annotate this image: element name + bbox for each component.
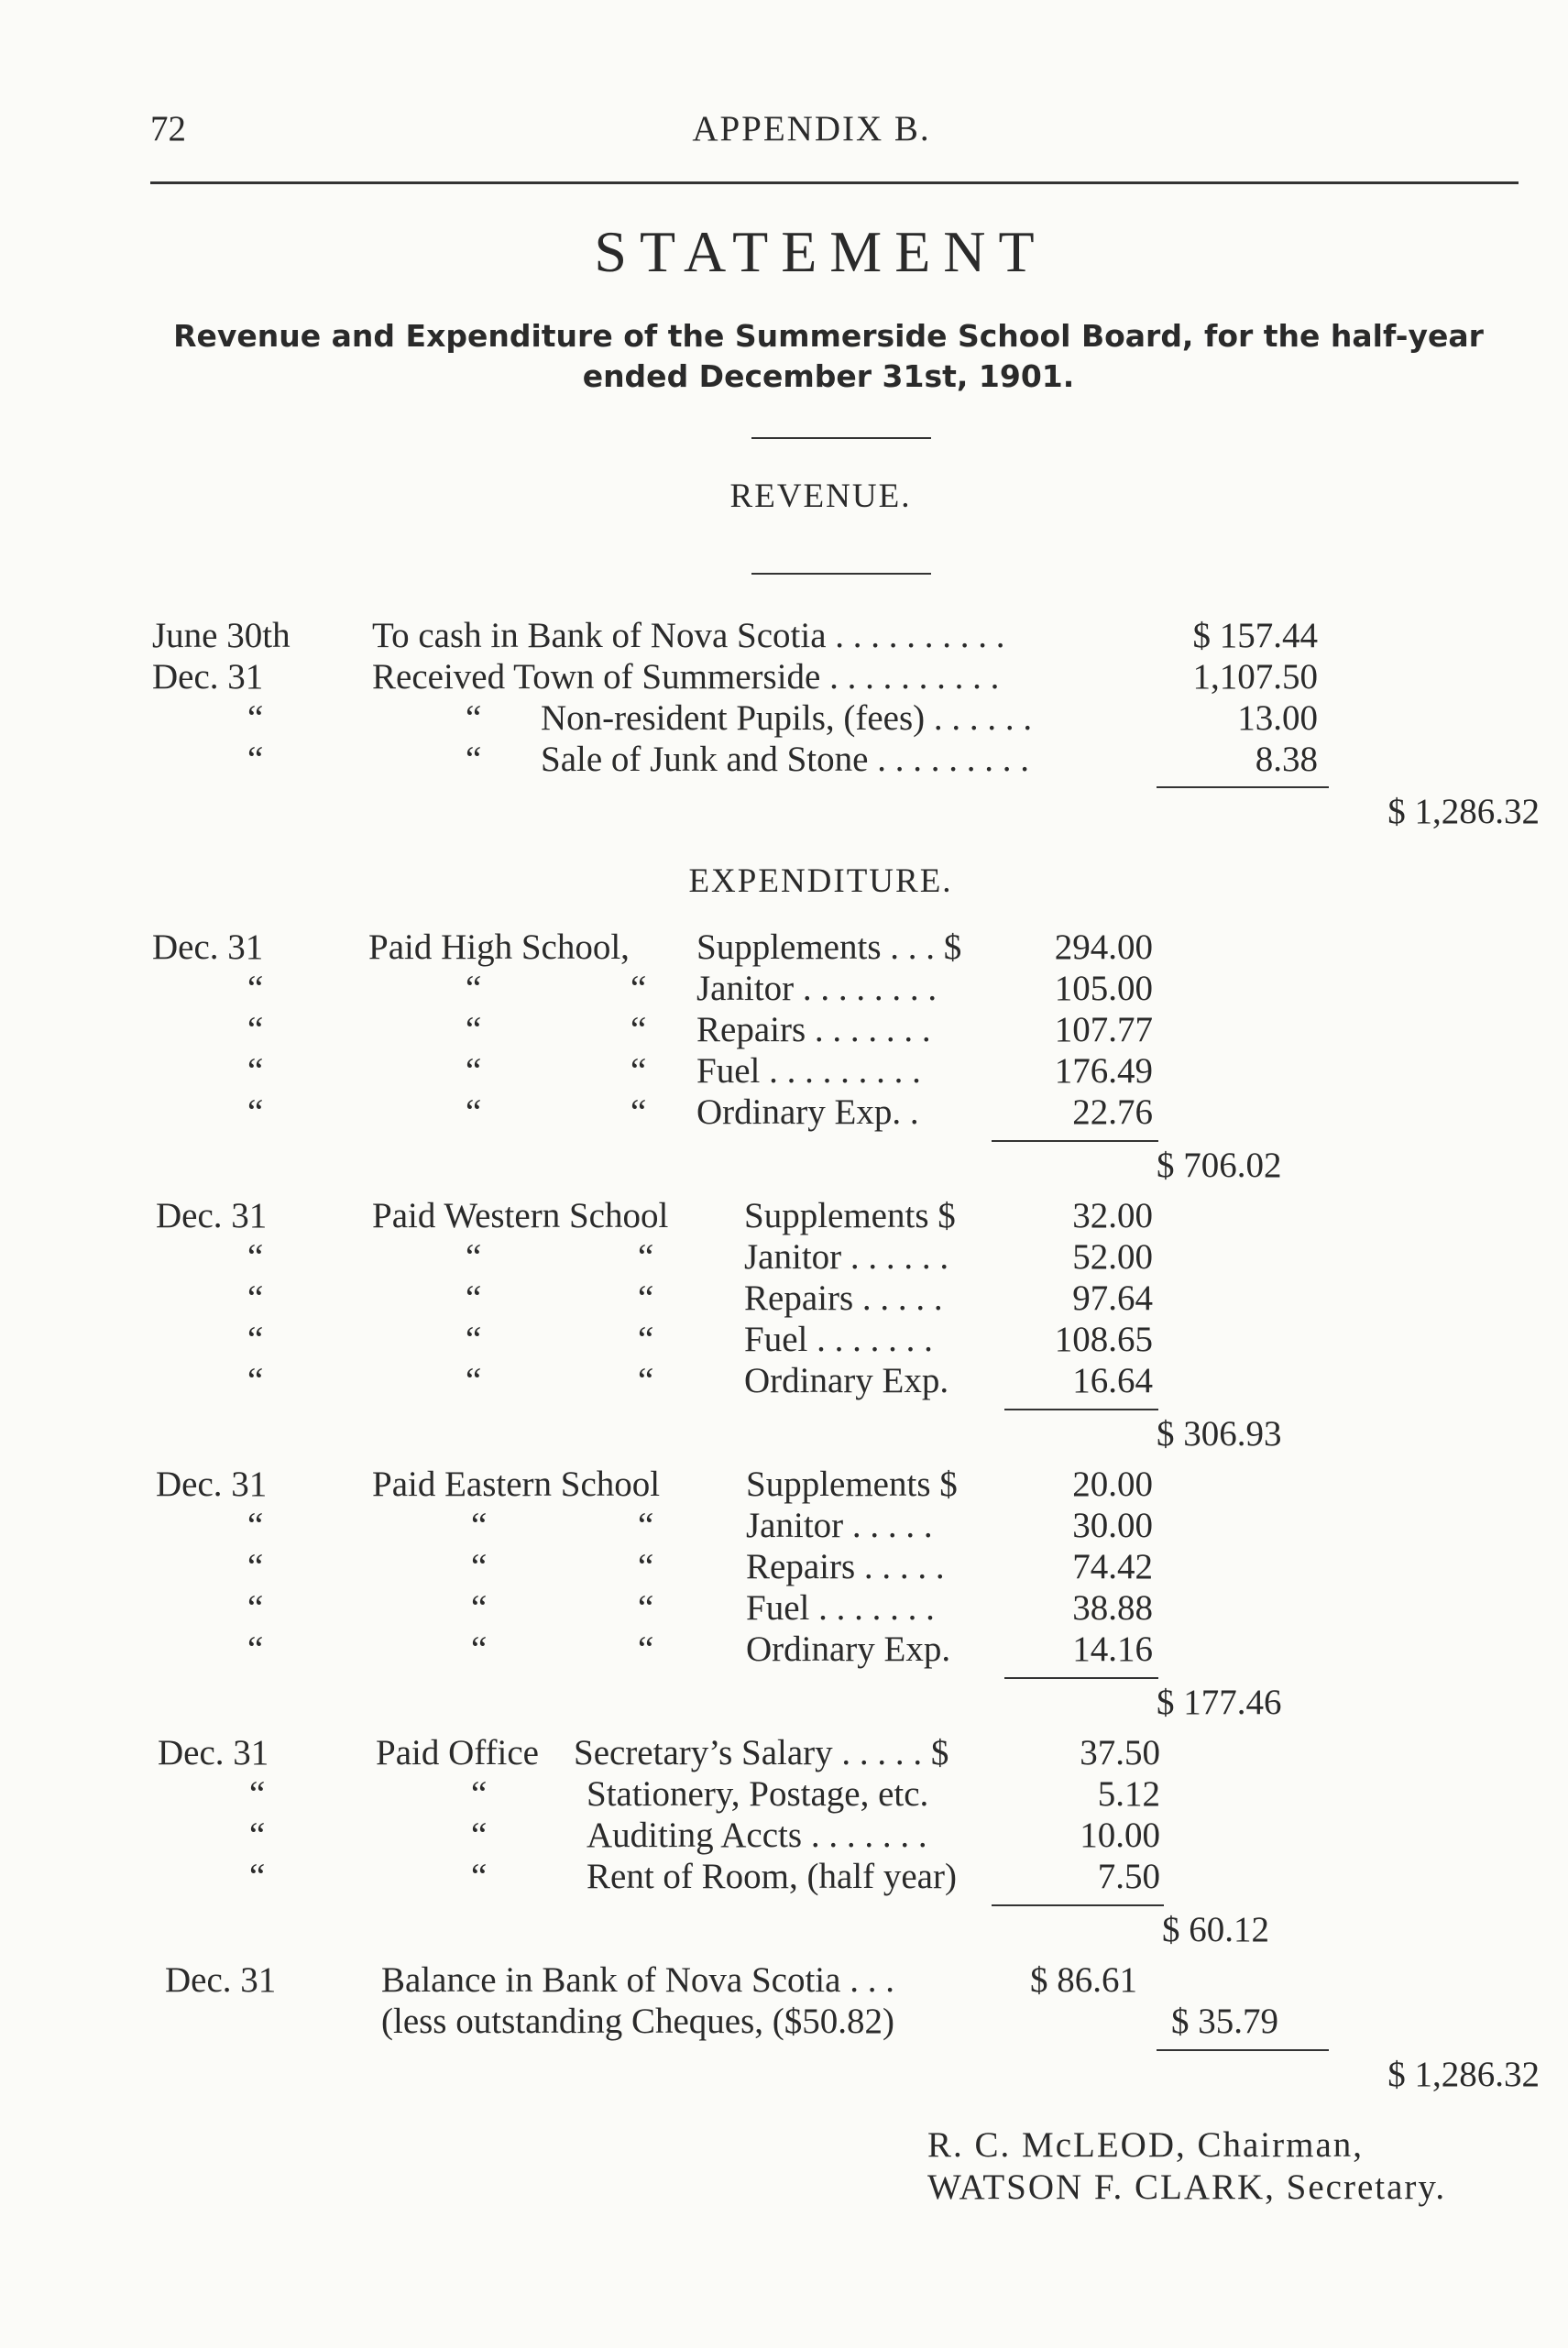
ditto-mark: “	[466, 1361, 482, 1400]
subtitle-line-1: Revenue and Expenditure of the Summerside School Board, for the half-year	[173, 318, 1484, 354]
ditto-mark: “	[466, 1320, 482, 1359]
expenditure-item: Repairs . . . . . . .	[696, 1010, 931, 1049]
ditto-mark: “	[247, 1361, 264, 1400]
ditto-mark: “	[630, 1010, 647, 1049]
ditto-mark: “	[638, 1237, 654, 1277]
expenditure-amount: 74.42	[1072, 1547, 1153, 1586]
expenditure-item: Rent of Room, (half year)	[587, 1857, 957, 1896]
ditto-mark: “	[638, 1278, 654, 1318]
revenue-description: To cash in Bank of Nova Scotia . . . . . . . . . .	[372, 616, 1005, 655]
ditto-mark: “	[247, 698, 264, 738]
balance-date: Dec. 31	[165, 1960, 277, 2000]
sum-rule	[1004, 1677, 1158, 1679]
expenditure-subtotal: $ 60.12	[1162, 1910, 1269, 1949]
expenditure-item: Supplements $	[746, 1465, 958, 1504]
expenditure-item: Janitor . . . . . . . .	[696, 969, 938, 1008]
expenditure-payee: Paid Eastern School	[372, 1465, 661, 1504]
ditto-mark: “	[247, 1320, 264, 1359]
ditto-mark: “	[247, 1092, 264, 1132]
ditto-mark: “	[466, 1051, 482, 1091]
subtitle-line-2: ended December 31st, 1901.	[582, 358, 1075, 394]
sum-rule	[992, 1140, 1158, 1142]
sum-rule	[992, 1904, 1164, 1906]
expenditure-item: Ordinary Exp.	[744, 1361, 949, 1400]
expenditure-subtotal: $ 177.46	[1157, 1683, 1282, 1722]
header-rule	[150, 181, 1519, 184]
expenditure-amount: 5.12	[1097, 1774, 1160, 1814]
expenditure-payee: Paid High School,	[368, 927, 630, 967]
ditto-mark: “	[247, 1588, 264, 1628]
ditto-mark: “	[471, 1629, 488, 1669]
ditto-mark: “	[471, 1774, 488, 1814]
ditto-mark: “	[247, 1278, 264, 1318]
balance-bank-amount: $ 86.61	[1030, 1960, 1137, 2000]
ditto-mark: “	[466, 1237, 482, 1277]
statement-title: STATEMENT	[594, 219, 1047, 284]
expenditure-item: Janitor . . . . . .	[744, 1237, 949, 1277]
ditto-mark: “	[471, 1547, 488, 1586]
expenditure-payee: Paid Office	[376, 1733, 539, 1772]
expenditure-amount: 30.00	[1072, 1506, 1153, 1545]
expenditure-amount: 16.64	[1072, 1361, 1153, 1400]
ditto-mark: “	[630, 1051, 647, 1091]
revenue-amount: 8.38	[1255, 740, 1318, 779]
expenditure-item: Repairs . . . . .	[744, 1278, 943, 1318]
divider-rule	[751, 573, 931, 575]
revenue-amount: $ 157.44	[1192, 616, 1318, 655]
revenue-description: Received Town of Summerside . . . . . . . . . .	[372, 657, 1000, 697]
expenditure-date: Dec. 31	[158, 1733, 269, 1772]
ditto-mark: “	[247, 1051, 264, 1091]
revenue-date: Dec. 31	[152, 657, 264, 697]
expenditure-amount: 14.16	[1072, 1629, 1153, 1669]
ditto-mark: “	[471, 1588, 488, 1628]
expenditure-amount: 20.00	[1072, 1465, 1153, 1504]
expenditure-amount: 52.00	[1072, 1237, 1153, 1277]
grand-total: $ 1,286.32	[1387, 2055, 1540, 2094]
expenditure-amount: 22.76	[1072, 1092, 1153, 1132]
expenditure-item: Fuel . . . . . . . . .	[696, 1051, 921, 1091]
ditto-mark: “	[466, 1278, 482, 1318]
expenditure-item: Ordinary Exp.	[746, 1629, 951, 1669]
ditto-mark: “	[247, 969, 264, 1008]
revenue-description: Sale of Junk and Stone . . . . . . . . .	[541, 740, 1029, 779]
expenditure-amount: 97.64	[1072, 1278, 1153, 1318]
ditto-mark: “	[638, 1629, 654, 1669]
expenditure-item: Fuel . . . . . . .	[746, 1588, 935, 1628]
expenditure-item: Fuel . . . . . . .	[744, 1320, 933, 1359]
expenditure-amount: 176.49	[1054, 1051, 1153, 1091]
ditto-mark: “	[466, 1092, 482, 1132]
ditto-mark: “	[638, 1506, 654, 1545]
expenditure-item: Stationery, Postage, etc.	[587, 1774, 929, 1814]
ditto-mark: “	[638, 1547, 654, 1586]
ditto-mark: “	[247, 1547, 264, 1586]
expenditure-date: Dec. 31	[152, 927, 264, 967]
ditto-mark: “	[471, 1857, 488, 1896]
ditto-mark: “	[249, 1857, 266, 1896]
ditto-mark: “	[471, 1816, 488, 1855]
revenue-total: $ 1,286.32	[1387, 792, 1540, 831]
statement-subtitle	[150, 316, 1507, 397]
ditto-mark: “	[247, 1506, 264, 1545]
expenditure-item: Janitor . . . . .	[746, 1506, 933, 1545]
ditto-mark: “	[630, 1092, 647, 1132]
expenditure-amount: 32.00	[1072, 1196, 1153, 1235]
ditto-mark: “	[638, 1361, 654, 1400]
ditto-mark: “	[247, 740, 264, 779]
ditto-mark: “	[249, 1816, 266, 1855]
expenditure-item: Ordinary Exp. .	[696, 1092, 919, 1132]
ditto-mark: “	[630, 969, 647, 1008]
expenditure-date: Dec. 31	[156, 1465, 268, 1504]
revenue-amount: 1,107.50	[1192, 657, 1318, 697]
outstanding-cheques: (less outstanding Cheques, ($50.82)	[381, 2002, 895, 2041]
ditto-mark: “	[247, 1010, 264, 1049]
signature-secretary: WATSON F. CLARK, Secretary.	[927, 2167, 1447, 2207]
balance-net-amount: $ 35.79	[1171, 2002, 1278, 2041]
expenditure-item: Supplements . . . $	[696, 927, 962, 967]
divider-rule	[751, 437, 931, 439]
expenditure-amount: 10.00	[1080, 1816, 1160, 1855]
revenue-amount: 13.00	[1237, 698, 1318, 738]
sum-rule	[1157, 2049, 1329, 2051]
running-head: APPENDIX B.	[692, 109, 931, 148]
expenditure-item: Auditing Accts . . . . . . .	[587, 1816, 927, 1855]
expenditure-date: Dec. 31	[156, 1196, 268, 1235]
expenditure-amount: 105.00	[1054, 969, 1153, 1008]
sum-rule	[1157, 786, 1329, 788]
ditto-mark: “	[249, 1774, 266, 1814]
expenditure-amount: 7.50	[1097, 1857, 1160, 1896]
expenditure-amount: 107.77	[1054, 1010, 1153, 1049]
signature-chairman: R. C. McLEOD, Chairman,	[927, 2125, 1365, 2165]
page-number: 72	[150, 109, 186, 148]
ditto-mark: “	[466, 969, 482, 1008]
expenditure-amount: 294.00	[1054, 927, 1153, 967]
expenditure-item: Repairs . . . . .	[746, 1547, 945, 1586]
expenditure-amount: 108.65	[1054, 1320, 1153, 1359]
ditto-mark: “	[247, 1629, 264, 1669]
ditto-mark: “	[471, 1506, 488, 1545]
balance-description: Balance in Bank of Nova Scotia . . .	[381, 1960, 894, 2000]
expenditure-subtotal: $ 306.93	[1157, 1414, 1282, 1454]
revenue-description: Non-resident Pupils, (fees) . . . . . .	[541, 698, 1033, 738]
expenditure-amount: 38.88	[1072, 1588, 1153, 1628]
expenditure-item: Secretary’s Salary . . . . . $	[574, 1733, 949, 1772]
expenditure-subtotal: $ 706.02	[1157, 1146, 1282, 1185]
expenditure-heading: EXPENDITURE.	[688, 862, 953, 900]
sum-rule	[1004, 1409, 1158, 1410]
expenditure-item: Supplements $	[744, 1196, 956, 1235]
expenditure-payee: Paid Western School	[372, 1196, 669, 1235]
ditto-mark: “	[466, 1010, 482, 1049]
ditto-mark: “	[638, 1588, 654, 1628]
revenue-heading: REVENUE.	[729, 477, 912, 515]
expenditure-amount: 37.50	[1080, 1733, 1160, 1772]
ditto-mark: “	[466, 740, 482, 779]
ditto-mark: “	[247, 1237, 264, 1277]
ditto-mark: “	[638, 1320, 654, 1359]
ditto-mark: “	[466, 698, 482, 738]
revenue-date: June 30th	[152, 616, 291, 655]
